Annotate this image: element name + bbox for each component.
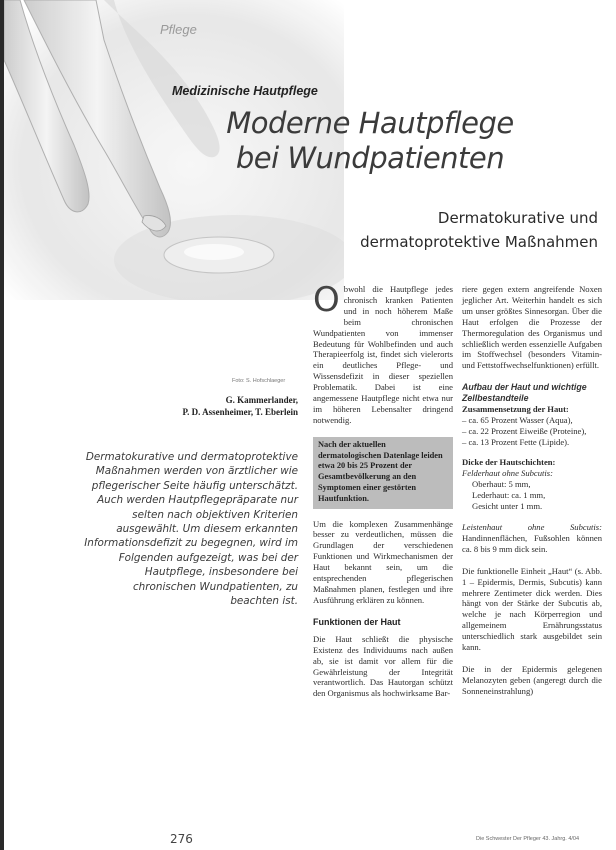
kicker: Medizinische Hautpflege <box>172 84 318 98</box>
column-right <box>462 284 602 708</box>
paragraph: Leistenhaut ohne Subcutis: Handinnenflächen, Fußsohlen können ca. 8 bis 9 mm dick sein. <box>462 522 602 554</box>
page-number: 276 <box>170 832 193 846</box>
subtitle-line-1: Dermatokurative und <box>437 209 598 227</box>
drop-cap: O <box>313 280 340 320</box>
list-heading: Zusammensetzung der Haut: <box>462 403 569 414</box>
intro-text: bwohl die Hautpflege jedes chronisch kranken Patienten und in noch höherem Maße beim chronischen Wundpatienten von immenser Bedeutung für Wohlbefinden und auch Therapieerfolg ist, findet sich vielerorts ein deutliches Pflege- und Wissensdefizit in dieser speziellen Problematik. Dabei ist eine angemessene Hautpflege nicht etwa nur im höheren Lebensalter dringend notwendig. <box>313 284 453 425</box>
authors-line-1: G. Kammerlander, <box>225 395 298 405</box>
photo-credit: Foto: S. Hofschlaeger <box>232 378 286 384</box>
lead-paragraph: Dermatokurative und dermatoprotektive Maßnahmen werden von ärztlicher wie pflegerischer Seite häufig unterschätzt. Auch werden Hautpflegepräparate nur selten nach objektiven Kriterien ausgewählt. Um diesem erkannten Informationsdefizit zu begegnen, wird im Folgenden aufgezeigt, was bei der Hautpflege, insbesondere bei chronischen Wundpatienten, zu beachten ist. <box>84 451 298 608</box>
composition-list <box>462 415 602 448</box>
list-item: Lederhaut: ca. 1 mm, <box>472 490 546 501</box>
subheading: Funktionen der Haut <box>313 616 401 627</box>
authors-line-2: P. D. Assenheimer, T. Eberlein <box>182 407 298 417</box>
paragraph: Die in der Epidermis gelegenen Melanozyten geben (angeregt durch die Sonneneinstrahlung) <box>462 663 602 696</box>
intro-paragraph <box>313 280 453 426</box>
article-subtitle <box>360 206 598 254</box>
authors <box>182 394 298 418</box>
callout-box: Nach der aktuellen dermatologischen Datenlage leiden etwa 20 bis 25 Prozent der Gesamtbevölkerung an den Symptomen einer gestörten Hautfunktion. <box>313 437 453 509</box>
section-label: Pflege <box>160 22 197 37</box>
subheading: Aufbau der Haut und wichtige Zellbestandteile <box>462 382 587 404</box>
list-item: – ca. 13 Prozent Fette (Lipide). <box>462 436 570 447</box>
list-subheading: Felderhaut ohne Subcutis: <box>462 468 554 479</box>
list-item: – ca. 22 Prozent Eiweiße (Proteine), <box>462 425 587 436</box>
article-title <box>160 106 580 176</box>
subtitle-line-2: dermatoprotektive Maßnahmen <box>360 233 598 251</box>
list-item: Gesicht unter 1 mm. <box>472 501 543 512</box>
journal-footer: Die Schwester Der Pfleger 43. Jahrg. 4/04 <box>476 836 580 842</box>
title-line-1: Moderne Hautpflege <box>226 106 514 140</box>
title-line-2: bei Wundpatienten <box>235 141 505 175</box>
thickness-list <box>462 479 602 512</box>
paragraph: Um die komplexen Zusammenhänge besser zu verdeutlichen, müssen die Grundlagen der verschiedenen Funktionen und Wirkmechanismen der Haut bekannt sein, um die entsprechenden pflegerischen Maßnahmen planen, festlegen und ihre Ausführung erklären zu können. <box>313 518 453 605</box>
column-middle <box>313 280 453 710</box>
paragraph: Die Haut schließt die physische Existenz des Individuums nach außen ab, sie ist damit vor allem für die Gewährleistung der Integrität verantwortlich. Das Hautorgan schützt den Organismus als hochwirksame Bar- <box>313 633 453 699</box>
list-item: Oberhaut: 5 mm, <box>472 479 531 490</box>
list-item: – ca. 65 Prozent Wasser (Aqua), <box>462 414 573 425</box>
paragraph: Die funktionelle Einheit „Haut“ (s. Abb. 1 – Epidermis, Dermis, Subcutis) kann mehrere Zentimeter dick werden. Dies hängt von der Stärke der Subcutis ab, welche je nach Körperregion und allgemeinem Ernährungsstatus unterschiedlich stark ausgebildet sein kann. <box>462 565 602 653</box>
list-heading: Dicke der Hautschichten: <box>462 457 556 468</box>
paragraph: riere gegen extern angreifende Noxen jeglicher Art. Weiterhin handelt es sich um unser größtes Sinnesorgan. Über die Haut erfolgen die Prozesse der Thermoregulation des Organismus und schließlich werden essenzielle Aufgaben im Stoffwechsel (besonders Vitamin- und Fettstoffwechselfunktionen) erfüllt. <box>462 284 602 371</box>
